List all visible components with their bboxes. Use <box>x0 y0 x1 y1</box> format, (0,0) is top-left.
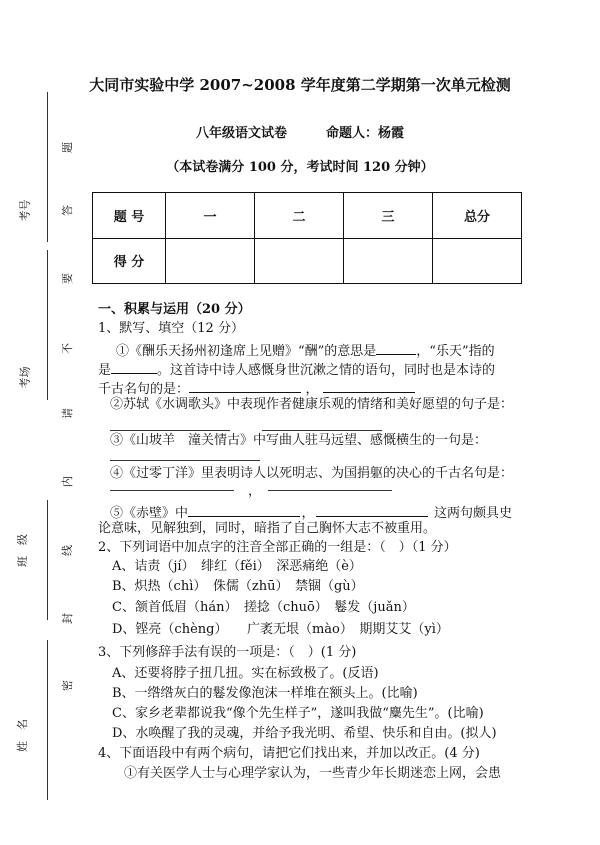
seal-char: 答 <box>61 205 74 216</box>
score-cell: 总分 <box>433 193 522 239</box>
answer-blank[interactable] <box>189 378 301 393</box>
question-1a-line2 <box>98 359 495 379</box>
answer-line[interactable] <box>110 430 230 431</box>
question-1d-line: ④《过零丁洋》里表明诗人以死明志、为国捐躯的决心的千古名句是： <box>110 466 514 481</box>
score-input-cell[interactable] <box>344 238 433 284</box>
answer-line[interactable] <box>268 490 392 491</box>
score-input-cell[interactable] <box>255 238 344 284</box>
score-input-cell[interactable] <box>433 238 522 284</box>
answer-blank[interactable] <box>323 378 415 393</box>
seal-char: 线 <box>61 545 74 556</box>
seal-char: 题 <box>61 142 74 153</box>
q1a-text: ①《酬乐天扬州初逢席上见赠》“酬”的意思是 <box>116 344 377 359</box>
q3-option-b[interactable]: B、一绺绺灰白的鬈发像泡沫一样堆在额头上。(比喻) <box>112 686 418 701</box>
score-cell: 一 <box>166 193 255 239</box>
seal-char: 要 <box>61 273 74 284</box>
margin-label-exam-number: 考号 <box>18 199 32 222</box>
question-1a-line3: 千古名句的是： ， <box>98 378 415 398</box>
score-cell: 题 号 <box>93 193 166 239</box>
answer-line[interactable] <box>262 430 382 431</box>
q2-option-a[interactable]: A、诘责（jí） 绯红（fěi） 深恶痛绝（è） <box>112 559 362 574</box>
question-1c-line: ③《山坡羊 潼关情古》中写曲人驻马远望、感慨横生的一句是： <box>110 433 488 448</box>
question-2-stem: 2、下列词语中加点字的注音全部正确的一组是：（ ）（1 分） <box>98 540 457 555</box>
question-1e-line2: 论意味，见解独到，同时，暗指了自己胸怀大志不被重用。 <box>98 521 437 536</box>
margin-label-class: 班 级 <box>16 534 29 567</box>
score-table-header-row <box>93 193 522 239</box>
margin-label-name: 姓 名 <box>16 719 29 752</box>
q2-option-d[interactable]: D、铿亮（chèng） 广袤无垠（mào） 期期艾艾（yì） <box>112 622 449 637</box>
seal-char: 密 <box>61 680 74 691</box>
question-4-line1: ①有关医学人士与心理学家认为，一些青少年长期迷恋上网，会患 <box>124 766 502 781</box>
q2-option-b[interactable]: B、炽热（chì） 侏儒（zhū） 禁锢（gù） <box>112 579 364 594</box>
exam-note: （本试卷满分 100 分，考试时间 120 分钟） <box>166 160 434 175</box>
score-cell: 二 <box>255 193 344 239</box>
q3-option-a[interactable]: A、还要将脖子扭几扭。实在标致极了。(反语) <box>112 666 379 681</box>
seal-char: 不 <box>61 343 74 354</box>
score-cell: 三 <box>344 193 433 239</box>
q1a-text-b: ，“乐天”指的 <box>416 344 495 359</box>
question-1b-line: ②苏轼《水调歌头》中表现作者健康乐观的情绪和美好愿望的句子是： <box>110 397 514 412</box>
answer-line[interactable] <box>110 490 234 491</box>
margin-line-mid2 <box>47 500 48 620</box>
question-1a-line1 <box>116 340 495 360</box>
q1a-text-e: 千古名句的是： <box>98 382 190 397</box>
question-4-stem: 4、下面语段中有两个病句，请把它们找出来，并加以改正。(4 分) <box>98 746 480 761</box>
answer-blank[interactable] <box>376 340 416 355</box>
q1e-text-b: 这两句颇具史 <box>434 506 513 521</box>
exam-title: 大同市实验中学 2007~2008 学年度第二学期第一次单元检测 <box>89 76 511 94</box>
q3-option-c[interactable]: C、家乡老辈都说我“像个先生样子”，遂叫我做“麋先生”。(比喻) <box>112 706 484 721</box>
exam-subtitle: 八年级语文试卷 命题人：杨霞 <box>195 126 404 141</box>
answer-blank[interactable] <box>111 359 157 374</box>
q1a-text-d: 。这首诗中诗人感慨身世沉漱之情的语句，同时也是本诗的 <box>157 363 496 378</box>
score-cell: 得 分 <box>93 238 166 284</box>
seal-char: 封 <box>61 613 74 624</box>
comma-separator: ， <box>248 484 262 499</box>
q1e-text: ⑤《赤壁》中 <box>110 506 189 521</box>
score-table-score-row <box>93 238 522 284</box>
answer-blank[interactable] <box>188 502 300 517</box>
seal-char: 内 <box>61 476 74 487</box>
q3-option-d[interactable]: D、水唤醒了我的灵魂，并给予我光明、希望、快乐和自由。(拟人) <box>112 726 497 741</box>
margin-line-bottom <box>47 640 48 800</box>
margin-label-exam-room: 考场 <box>18 366 32 389</box>
seal-char: 请 <box>61 408 74 419</box>
score-table <box>92 192 522 284</box>
answer-line[interactable] <box>110 460 260 461</box>
q1a-text-c: 是 <box>98 363 112 378</box>
score-input-cell[interactable] <box>166 238 255 284</box>
question-1e-line1: ⑤《赤壁》中 ， 这两句颇具史 <box>110 502 512 522</box>
margin-line-mid1 <box>47 250 48 400</box>
answer-blank[interactable] <box>316 502 428 517</box>
question-1-stem: 1、默写、填空（12 分） <box>98 321 244 336</box>
section-heading: 一、积累与运用（20 分） <box>98 302 251 317</box>
q2-option-c[interactable]: C、颔首低眉（hán） 搓捻（chuō） 鬈发（juǎn） <box>112 600 415 615</box>
question-3-stem: 3、下列修辞手法有误的一项是：（ ）(1 分) <box>98 645 357 660</box>
